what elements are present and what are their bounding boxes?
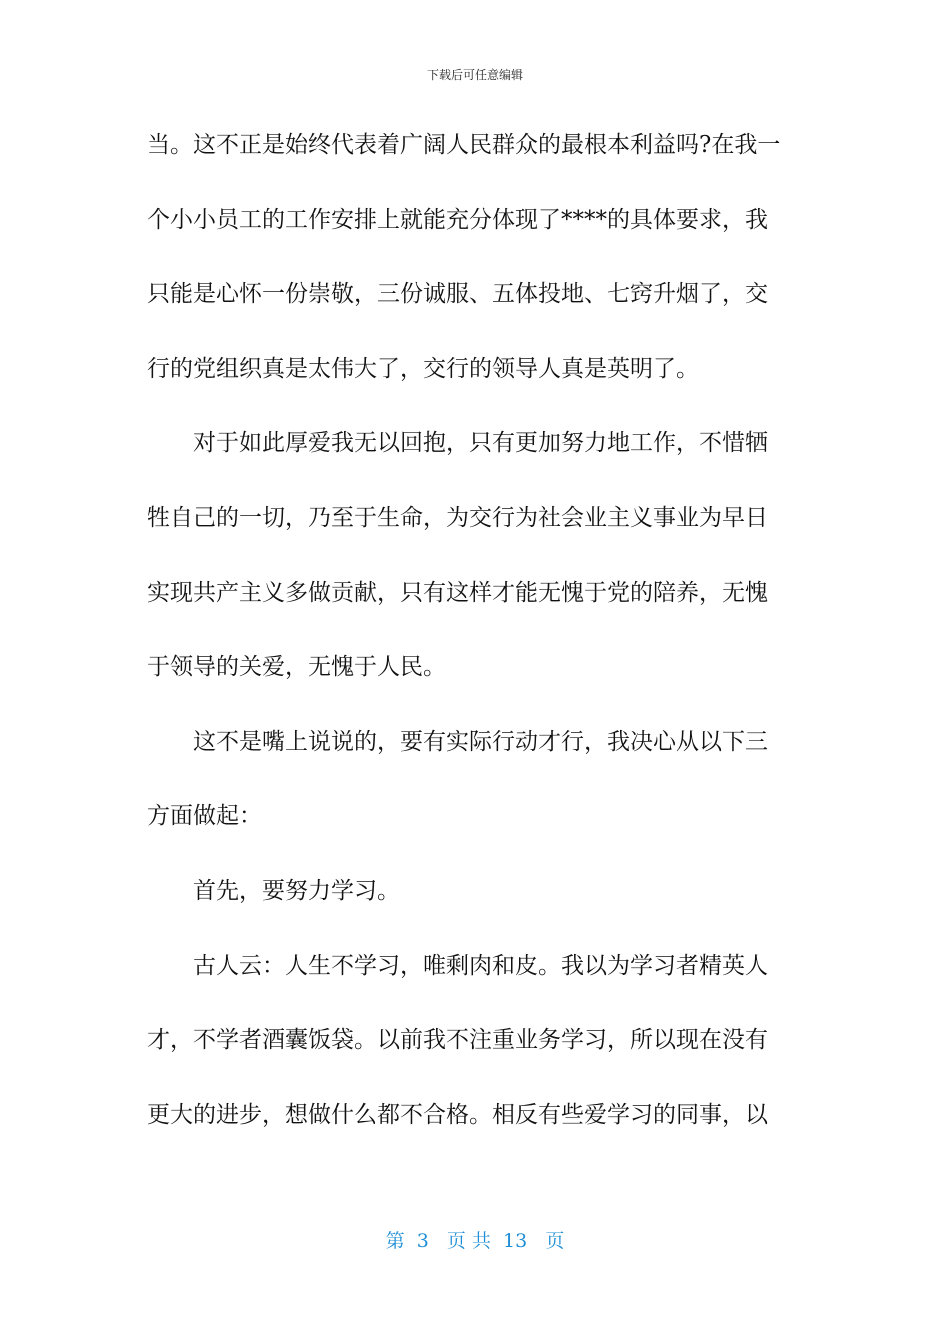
body-text [147,122,807,1166]
text-line: 对于如此厚爱我无以回抱，只有更加努力地工作，不惜牺 [193,430,768,457]
text-line: 只能是心怀一份崇敬，三份诚服、五体投地、七窍升烟了，交 [147,281,768,308]
text-line: 这不是嘴上说说的，要有实际行动才行，我决心从以下三 [193,728,768,755]
page-number-footer: 第 3 页 共 13 页 [385,1230,565,1252]
text-line: 当。这不正是始终代表着广阔人民群众的最根本利益吗?在我一 [147,132,781,158]
text-line: 方面做起： [147,803,262,830]
page-header-note: 下载后可任意编辑 [426,68,523,82]
text-line: 古人云：人生不学习，唯剩肉和皮。我以为学习者精英人 [193,952,768,979]
text-line: 更大的进步，想做什么都不合格。相反有些爱学习的同事，以 [147,1101,768,1128]
text-line: 个小小员工的工作安排上就能充分体现了****的具体要求，我 [147,206,768,233]
text-line: 才，不学者酒囊饭袋。以前我不注重业务学习，所以现在没有 [147,1027,768,1054]
text-line: 实现共产主义多做贡献，只有这样才能无愧于党的陪养，无愧 [147,579,768,606]
text-line: 于领导的关爱，无愧于人民。 [147,654,446,681]
text-line: 首先，要努力学习。 [193,877,400,904]
text-line: 牲自己的一切，乃至于生命，为交行为社会业主义事业为早日 [147,504,768,531]
text-line: 行的党组织真是太伟大了，交行的领导人真是英明了。 [147,355,699,382]
